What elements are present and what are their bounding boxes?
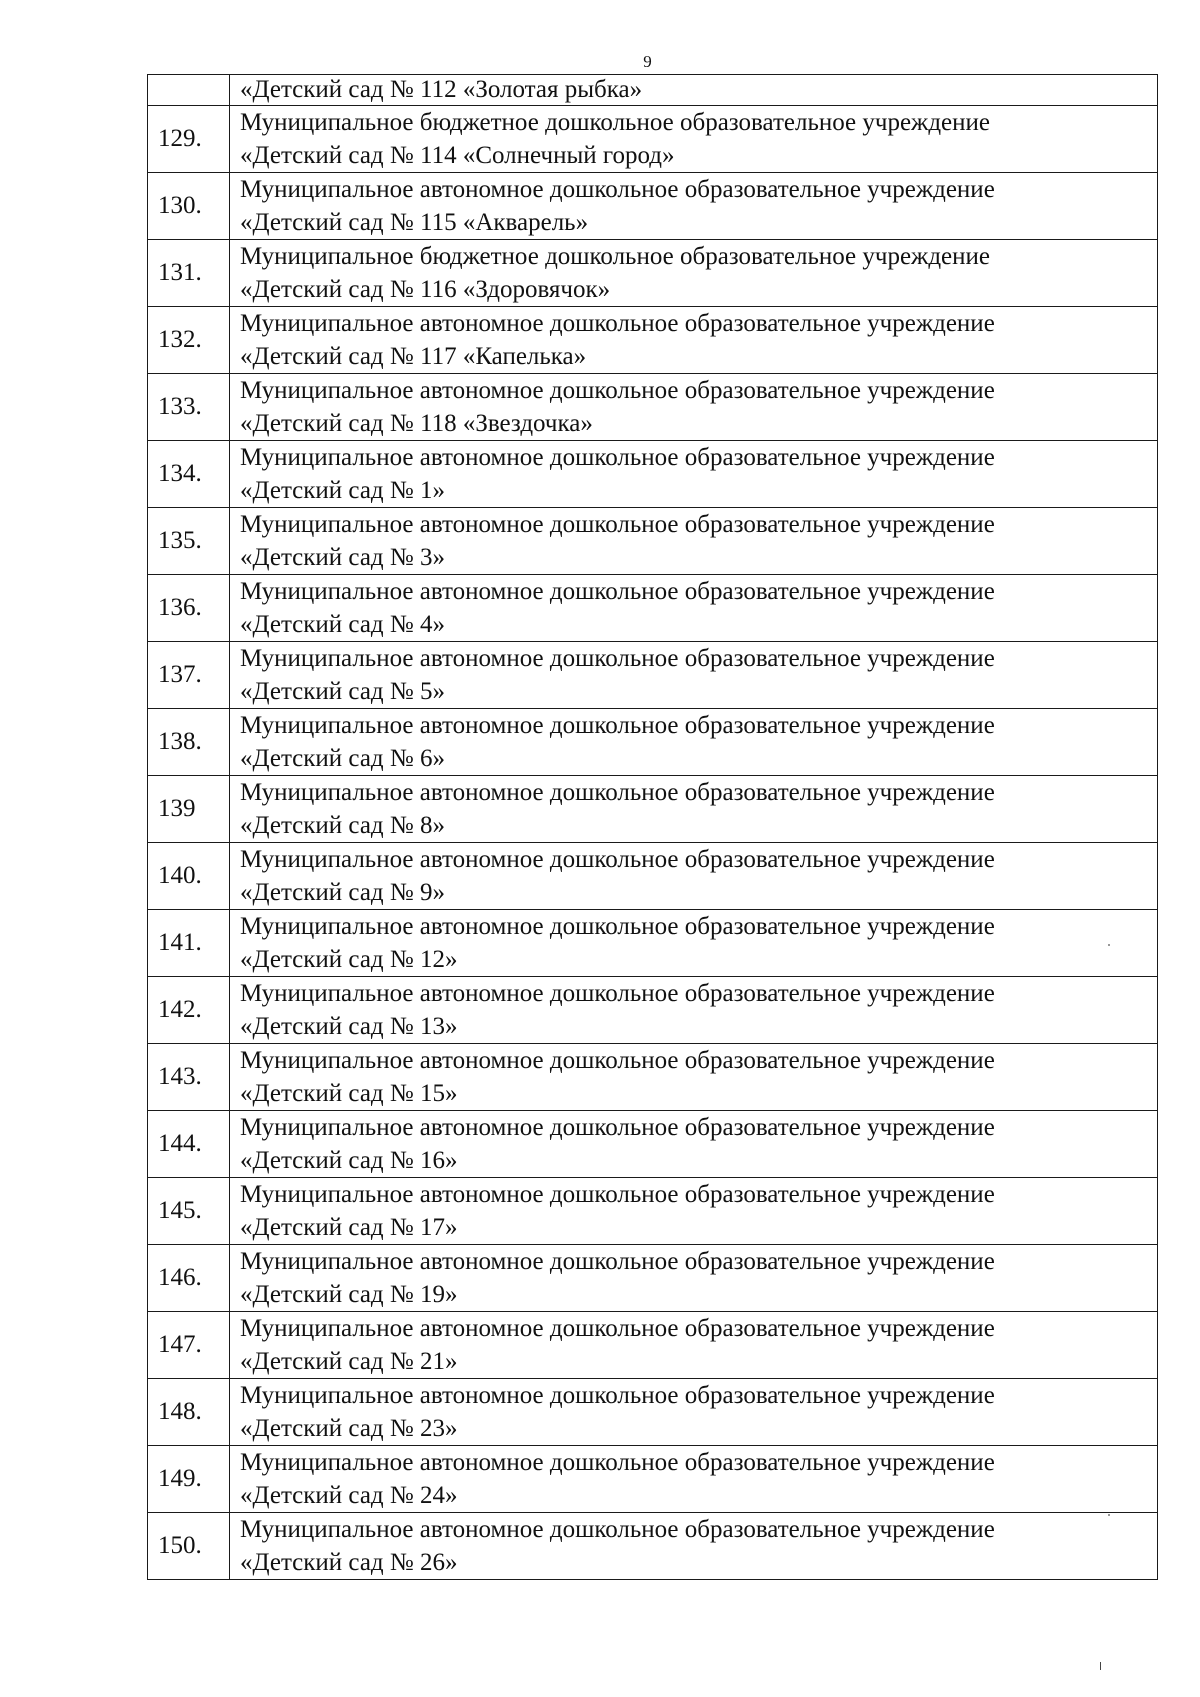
row-number-cell: 132.: [148, 307, 230, 374]
institution-type-line: Муниципальное автономное дошкольное образовательное учреждение: [240, 1248, 995, 1275]
institution-name-cell: [230, 776, 1158, 843]
institution-name-cell: [230, 843, 1158, 910]
institution-title-line: «Детский сад № 19»: [240, 1281, 458, 1308]
scan-speck: [1108, 1514, 1110, 1516]
row-number-cell: 139: [148, 776, 230, 843]
institution-name-cell: [230, 106, 1158, 173]
institution-name-cell: [230, 977, 1158, 1044]
institution-type-line: Муниципальное автономное дошкольное образовательное учреждение: [240, 511, 995, 538]
row-number-cell: 149.: [148, 1446, 230, 1513]
institution-name-cell: [230, 240, 1158, 307]
table-row: [148, 374, 1158, 441]
institution-type-line: Муниципальное автономное дошкольное образовательное учреждение: [240, 913, 995, 940]
row-number-cell: 135.: [148, 508, 230, 575]
row-number-cell: 129.: [148, 106, 230, 173]
table-row: [148, 1312, 1158, 1379]
institution-title-line: «Детский сад № 115 «Акварель»: [240, 209, 589, 236]
institution-type-line: Муниципальное автономное дошкольное образовательное учреждение: [240, 444, 995, 471]
institution-name-cell: [230, 508, 1158, 575]
table-row: [148, 1245, 1158, 1312]
table-row: [148, 709, 1158, 776]
institution-title-line: «Детский сад № 6»: [240, 745, 446, 772]
table-row: [148, 910, 1158, 977]
institution-title-line: «Детский сад № 8»: [240, 812, 446, 839]
institution-type-line: Муниципальное автономное дошкольное образовательное учреждение: [240, 176, 995, 203]
page-number: 9: [643, 52, 652, 71]
institution-type-line: Муниципальное бюджетное дошкольное образовательное учреждение: [240, 109, 990, 136]
row-number-cell: 145.: [148, 1178, 230, 1245]
institution-type-line: Муниципальное автономное дошкольное образовательное учреждение: [240, 1114, 995, 1141]
institution-name-cell: [230, 173, 1158, 240]
institution-title-line: «Детский сад № 21»: [240, 1348, 458, 1375]
row-number-cell: 144.: [148, 1111, 230, 1178]
institution-type-line: Муниципальное автономное дошкольное образовательное учреждение: [240, 1382, 995, 1409]
institution-title-line: «Детский сад № 23»: [240, 1415, 458, 1442]
row-number-cell: 142.: [148, 977, 230, 1044]
institution-title-line: «Детский сад № 4»: [240, 611, 446, 638]
institution-type-line: Муниципальное автономное дошкольное образовательное учреждение: [240, 1449, 995, 1476]
scan-speck: [1108, 944, 1110, 946]
institution-name-cell: [230, 910, 1158, 977]
institution-type-line: Муниципальное автономное дошкольное образовательное учреждение: [240, 980, 995, 1007]
institution-name-cell: [230, 1245, 1158, 1312]
table-row: [148, 843, 1158, 910]
row-number-cell: 134.: [148, 441, 230, 508]
row-number-cell: 143.: [148, 1044, 230, 1111]
table-row: [148, 508, 1158, 575]
table-row: [148, 1178, 1158, 1245]
table-row: [148, 977, 1158, 1044]
institutions-table: [147, 74, 1158, 1580]
row-number-cell: 150.: [148, 1513, 230, 1580]
institution-name-cell: [230, 374, 1158, 441]
row-number-cell: 131.: [148, 240, 230, 307]
row-number-cell: 140.: [148, 843, 230, 910]
institution-title-line: «Детский сад № 12»: [240, 946, 458, 973]
institution-type-line: Муниципальное автономное дошкольное образовательное учреждение: [240, 1181, 995, 1208]
institution-title-line: «Детский сад № 3»: [240, 544, 446, 571]
row-number-cell: 147.: [148, 1312, 230, 1379]
table-row: [148, 1513, 1158, 1580]
institution-title-line: «Детский сад № 117 «Капелька»: [240, 343, 587, 370]
institution-title-line: «Детский сад № 116 «Здоровячок»: [240, 276, 611, 303]
institution-name-line: «Детский сад № 112 «Золотая рыбка»: [240, 76, 643, 103]
table-row-continuation: [148, 75, 1158, 106]
table-row: [148, 106, 1158, 173]
institution-name-cell: [230, 1312, 1158, 1379]
institution-name-cell: [230, 441, 1158, 508]
institution-name-cell: [230, 1178, 1158, 1245]
institution-name-cell: [230, 642, 1158, 709]
row-number-cell: 146.: [148, 1245, 230, 1312]
institution-type-line: Муниципальное бюджетное дошкольное образовательное учреждение: [240, 243, 990, 270]
row-number-cell: 138.: [148, 709, 230, 776]
institution-title-line: «Детский сад № 5»: [240, 678, 446, 705]
table-row: [148, 173, 1158, 240]
institution-name-cell: [230, 575, 1158, 642]
institution-name-cell: [230, 75, 1158, 106]
table-body: [148, 75, 1158, 1580]
table-row: [148, 642, 1158, 709]
institution-title-line: «Детский сад № 26»: [240, 1549, 458, 1576]
row-number-cell: 133.: [148, 374, 230, 441]
table-row: [148, 776, 1158, 843]
institution-type-line: Муниципальное автономное дошкольное образовательное учреждение: [240, 1047, 995, 1074]
institution-title-line: «Детский сад № 24»: [240, 1482, 458, 1509]
institution-name-cell: [230, 1379, 1158, 1446]
institution-name-cell: [230, 709, 1158, 776]
institution-title-line: «Детский сад № 114 «Солнечный город»: [240, 142, 675, 169]
institution-name-cell: [230, 1513, 1158, 1580]
table-row: [148, 1044, 1158, 1111]
table-row: [148, 575, 1158, 642]
institution-name-cell: [230, 1446, 1158, 1513]
table-row: [148, 1446, 1158, 1513]
institution-title-line: «Детский сад № 13»: [240, 1013, 458, 1040]
institution-type-line: Муниципальное автономное дошкольное образовательное учреждение: [240, 578, 995, 605]
institution-name-cell: [230, 307, 1158, 374]
row-number-cell: 141.: [148, 910, 230, 977]
table-row: [148, 441, 1158, 508]
institution-name-cell: [230, 1111, 1158, 1178]
institution-type-line: Муниципальное автономное дошкольное образовательное учреждение: [240, 1315, 995, 1342]
table-row: [148, 240, 1158, 307]
institution-type-line: Муниципальное автономное дошкольное образовательное учреждение: [240, 310, 995, 337]
row-number-cell: 130.: [148, 173, 230, 240]
institution-type-line: Муниципальное автономное дошкольное образовательное учреждение: [240, 645, 995, 672]
institution-title-line: «Детский сад № 1»: [240, 477, 446, 504]
scan-mark: [1100, 1662, 1101, 1670]
institution-title-line: «Детский сад № 9»: [240, 879, 446, 906]
institution-type-line: Муниципальное автономное дошкольное образовательное учреждение: [240, 1516, 995, 1543]
row-number-cell: [148, 75, 230, 106]
table-row: [148, 1111, 1158, 1178]
institution-type-line: Муниципальное автономное дошкольное образовательное учреждение: [240, 712, 995, 739]
row-number-cell: 148.: [148, 1379, 230, 1446]
institution-type-line: Муниципальное автономное дошкольное образовательное учреждение: [240, 846, 995, 873]
institution-name-cell: [230, 1044, 1158, 1111]
row-number-cell: 137.: [148, 642, 230, 709]
row-number-cell: 136.: [148, 575, 230, 642]
institution-title-line: «Детский сад № 15»: [240, 1080, 458, 1107]
institution-title-line: «Детский сад № 17»: [240, 1214, 458, 1241]
table-row: [148, 307, 1158, 374]
institution-title-line: «Детский сад № 118 «Звездочка»: [240, 410, 593, 437]
institution-type-line: Муниципальное автономное дошкольное образовательное учреждение: [240, 779, 995, 806]
institution-title-line: «Детский сад № 16»: [240, 1147, 458, 1174]
institution-type-line: Муниципальное автономное дошкольное образовательное учреждение: [240, 377, 995, 404]
table-row: [148, 1379, 1158, 1446]
